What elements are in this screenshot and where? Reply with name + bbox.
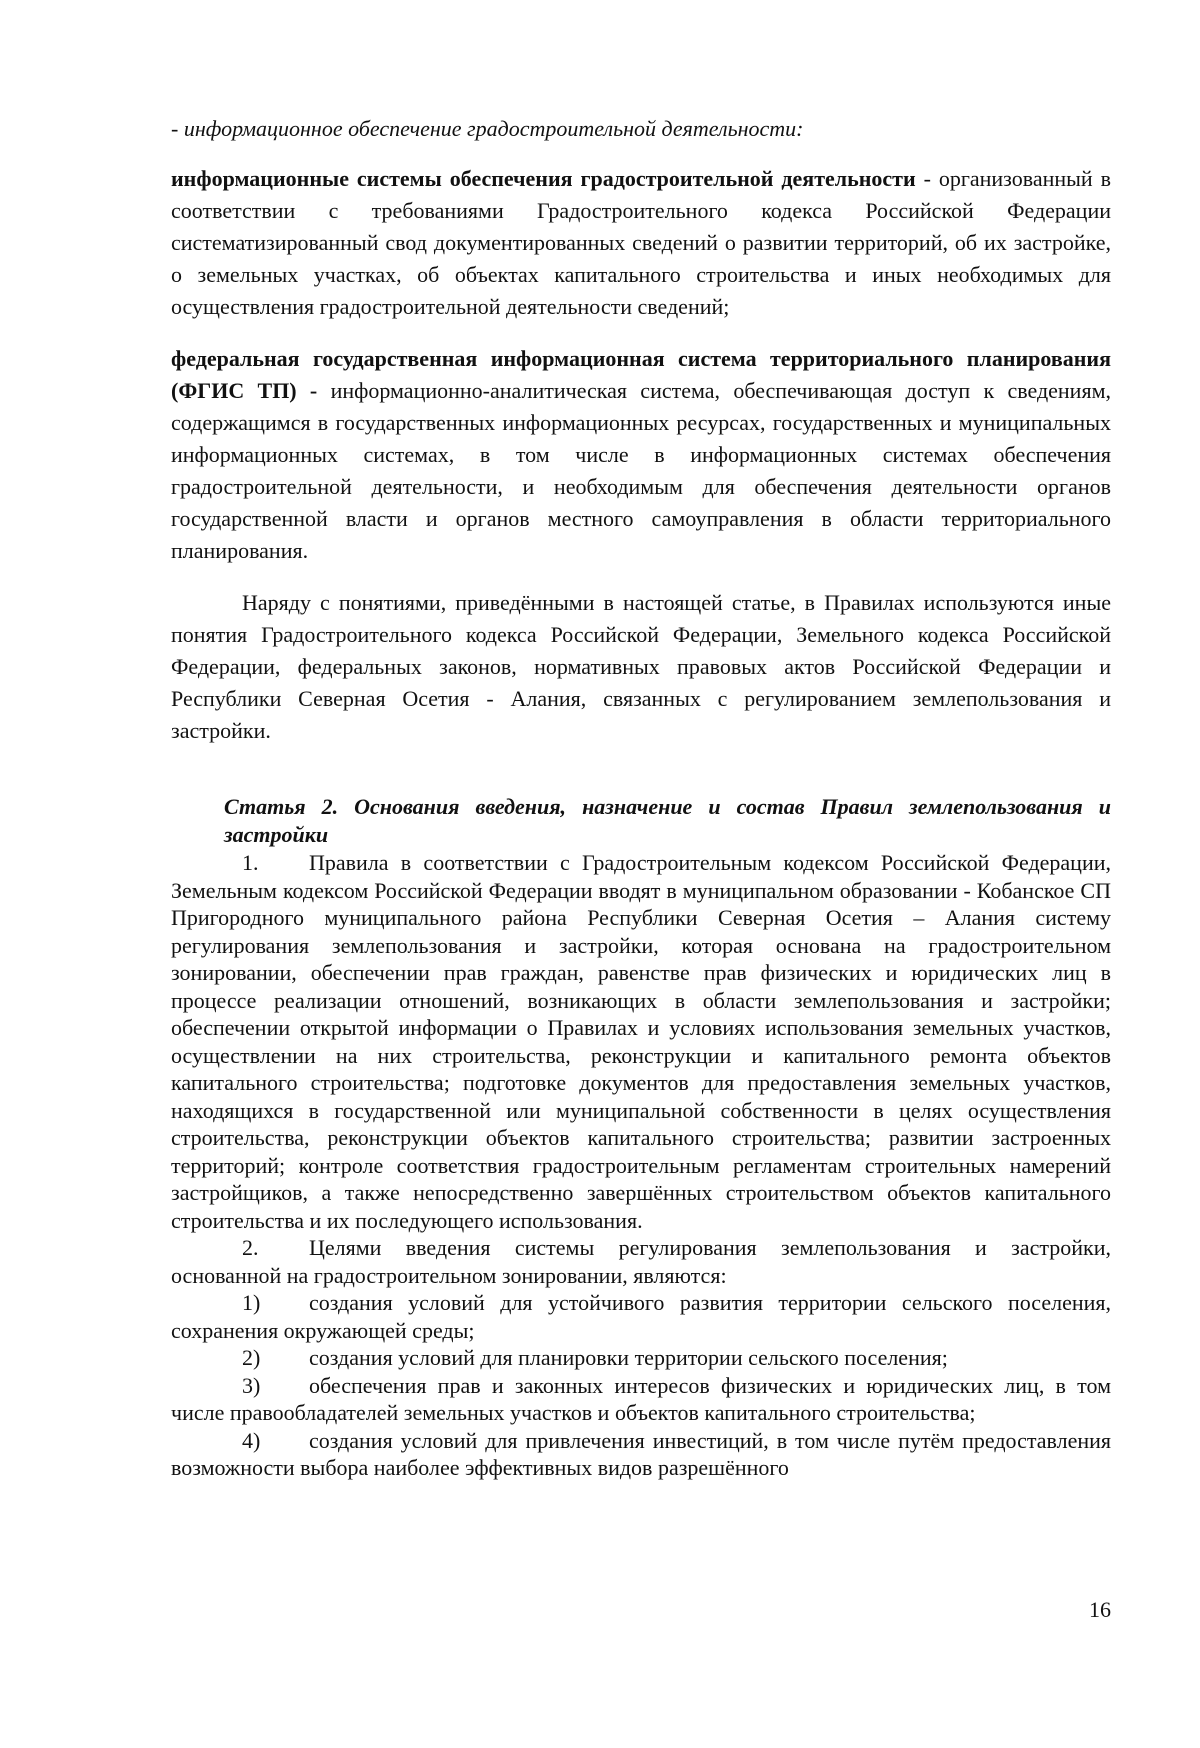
list-item <box>171 1427 1111 1482</box>
article-paragraph-2 <box>171 1234 1111 1289</box>
definition-fgis-tp <box>171 343 1111 567</box>
page-number: 16 <box>1089 1597 1111 1622</box>
item-number: 4) <box>242 1427 261 1453</box>
article-title: Статья 2. Основания введения, назначение и состав Правил землепользования и застройки <box>224 794 1111 847</box>
definition-text: информационно-аналитическая система, обеспечивающая доступ к сведениям, содержащимся в государственных информационных ресурсах, государственных и муниципальных информационных системах, в том числе в информационных системах обеспечения градостроительной деятельности, и необходимым для обеспечения деятельности органов государственной власти и органов местного самоуправления в области территориального планирования. <box>171 378 1111 563</box>
definition-term: информационные системы обеспечения градостроительной деятельности <box>171 166 916 191</box>
item-text: создания условий для устойчивого развития территории сельского поселения, сохранения окружающей среды; <box>171 1290 1111 1343</box>
item-text: обеспечения прав и законных интересов физических и юридических лиц, в том числе правообладателей земельных участков и объектов капитального строительства; <box>171 1372 1111 1425</box>
intro-line: - информационное обеспечение градостроительной деятельности: <box>171 116 804 141</box>
paragraph-number: 2. <box>242 1235 259 1260</box>
item-number: 2) <box>242 1345 261 1370</box>
definition-term: федеральная государственная информационная система территориального планирования (ФГИС ТП) - <box>171 346 1111 403</box>
item-text: создания условий для планировки территории сельского поселения; <box>309 1345 948 1370</box>
item-text: создания условий для привлечения инвестиций, в том числе путём предоставления возможности выбора наиболее эффективных видов разрешённого <box>171 1427 1111 1480</box>
paragraph-text: Правила в соответствии с Градостроительным кодексом Российской Федерации, Земельным кодексом Российской Федерации вводят в муниципальном образовании - Кобанское СП Пригородного муниципального района Республики Северная Осетия – Алания систему регулирования землепользования и застройки, которая основана на градостроительном зонировании, обеспечении прав граждан, равенстве прав физических и юридических лиц в процессе реализации отношений, возникающих в области землепользования и застройки; обеспечении открытой информации о Правилах и условиях использования земельных участков, осуществлении на них строительства, реконструкции и капитального ремонта объектов капитального строительства; подготовке документов для предоставления земельных участков, находящихся в государственной или муниципальной собственности в целях осуществления строительства, реконструкции объектов капитального строительства; развитии застроенных территорий; контроле соответствия градостроительным регламентам строительных намерений застройщиков, а также непосредственно завершённых строительством объектов капитального строительства и их последующего использования. <box>171 850 1111 1233</box>
list-item <box>171 1344 1111 1372</box>
item-number: 3) <box>242 1372 261 1398</box>
definition-information-systems <box>171 163 1111 323</box>
paragraph-number: 1. <box>242 850 259 875</box>
item-number: 1) <box>242 1290 261 1315</box>
closing-paragraph: Наряду с понятиями, приведёнными в настоящей статье, в Правилах используются иные понятия Градостроительного кодекса Российской Федерации, Земельного кодекса Российской Федерации, федеральных законов, нормативных правовых актов Российской Федерации и Республики Северная Осетия - Алания, связанных с регулированием землепользования и застройки. <box>171 590 1111 743</box>
list-item <box>171 1289 1111 1344</box>
article-paragraph-1 <box>171 849 1111 1234</box>
paragraph-text: Целями введения системы регулирования землепользования и застройки, основанной на градостроительном зонировании, являются: <box>171 1235 1111 1288</box>
definition-text: - организованный в соответствии с требованиями Градостроительного кодекса Российской Федерации систематизированный свод документированных сведений о развитии территорий, об их застройке, о земельных участках, об объектах капитального строительства и иных необходимых для осуществления градостроительной деятельности сведений; <box>171 166 1111 319</box>
list-item <box>171 1372 1111 1427</box>
